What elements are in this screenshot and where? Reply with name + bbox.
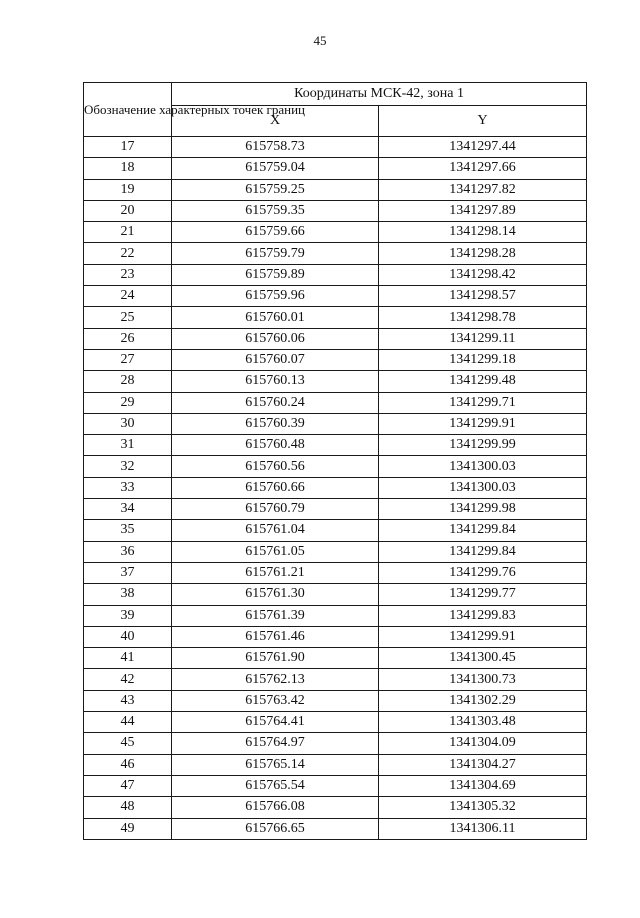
point-number-cell: 34 [84, 499, 172, 520]
y-coordinate-cell: 1341299.48 [379, 371, 587, 392]
y-coordinate-cell: 1341305.32 [379, 797, 587, 818]
table-header-row [84, 83, 587, 106]
point-number-cell: 17 [84, 137, 172, 158]
table-row [84, 392, 587, 413]
y-coordinate-cell: 1341297.89 [379, 200, 587, 221]
y-coordinate-cell: 1341299.91 [379, 413, 587, 434]
y-coordinate-cell: 1341298.78 [379, 307, 587, 328]
point-number-cell: 43 [84, 690, 172, 711]
x-coordinate-cell: 615759.66 [172, 222, 379, 243]
point-number-cell: 44 [84, 712, 172, 733]
x-coordinate-cell: 615761.90 [172, 648, 379, 669]
point-number-cell: 28 [84, 371, 172, 392]
point-number-cell: 23 [84, 264, 172, 285]
table-row [84, 307, 587, 328]
table-row [84, 371, 587, 392]
point-number-cell: 45 [84, 733, 172, 754]
x-coordinate-cell: 615759.89 [172, 264, 379, 285]
y-coordinate-cell: 1341297.44 [379, 137, 587, 158]
table-row [84, 648, 587, 669]
table-row [84, 349, 587, 370]
table-row [84, 286, 587, 307]
y-coordinate-cell: 1341306.11 [379, 818, 587, 839]
y-coordinate-cell: 1341299.71 [379, 392, 587, 413]
point-number-cell: 48 [84, 797, 172, 818]
y-coordinate-cell: 1341304.69 [379, 775, 587, 796]
y-coordinate-cell: 1341297.66 [379, 158, 587, 179]
point-number-cell: 33 [84, 477, 172, 498]
coords-system-header: Координаты МСК-42, зона 1 [172, 83, 587, 106]
y-coordinate-cell: 1341299.98 [379, 499, 587, 520]
table-row [84, 754, 587, 775]
y-coordinate-cell: 1341299.99 [379, 435, 587, 456]
x-coordinate-cell: 615760.07 [172, 349, 379, 370]
table-row [84, 690, 587, 711]
y-coordinate-cell: 1341298.42 [379, 264, 587, 285]
x-coordinate-cell: 615764.41 [172, 712, 379, 733]
point-number-cell: 39 [84, 605, 172, 626]
point-number-cell: 42 [84, 669, 172, 690]
x-coordinate-cell: 615760.06 [172, 328, 379, 349]
table-row [84, 499, 587, 520]
point-label-header: Обозначение характерных точек границ [84, 83, 172, 137]
x-coordinate-cell: 615758.73 [172, 137, 379, 158]
table-row [84, 243, 587, 264]
table-row [84, 328, 587, 349]
table-row [84, 477, 587, 498]
point-number-cell: 30 [84, 413, 172, 434]
table-row [84, 520, 587, 541]
x-coordinate-cell: 615761.05 [172, 541, 379, 562]
coordinates-table [83, 82, 587, 840]
table-row [84, 605, 587, 626]
x-coordinate-cell: 615760.48 [172, 435, 379, 456]
page-number: 45 [313, 33, 327, 48]
x-coordinate-cell: 615760.13 [172, 371, 379, 392]
point-number-cell: 22 [84, 243, 172, 264]
x-coordinate-cell: 615765.14 [172, 754, 379, 775]
y-column-header: Y [379, 106, 587, 137]
y-coordinate-cell: 1341304.27 [379, 754, 587, 775]
table-row [84, 669, 587, 690]
point-number-cell: 38 [84, 584, 172, 605]
y-coordinate-cell: 1341302.29 [379, 690, 587, 711]
y-coordinate-cell: 1341299.18 [379, 349, 587, 370]
table-row [84, 733, 587, 754]
point-number-cell: 20 [84, 200, 172, 221]
x-coordinate-cell: 615764.97 [172, 733, 379, 754]
x-coordinate-cell: 615760.56 [172, 456, 379, 477]
point-number-cell: 19 [84, 179, 172, 200]
coordinates-table-body [84, 83, 587, 840]
point-number-cell: 47 [84, 775, 172, 796]
x-coordinate-cell: 615760.79 [172, 499, 379, 520]
y-coordinate-cell: 1341299.11 [379, 328, 587, 349]
y-coordinate-cell: 1341299.84 [379, 520, 587, 541]
x-coordinate-cell: 615763.42 [172, 690, 379, 711]
table-row [84, 200, 587, 221]
table-row [84, 584, 587, 605]
y-coordinate-cell: 1341300.45 [379, 648, 587, 669]
table-row [84, 222, 587, 243]
y-coordinate-cell: 1341299.83 [379, 605, 587, 626]
y-coordinate-cell: 1341299.76 [379, 562, 587, 583]
point-number-cell: 27 [84, 349, 172, 370]
point-number-cell: 37 [84, 562, 172, 583]
x-coordinate-cell: 615761.30 [172, 584, 379, 605]
x-coordinate-cell: 615761.46 [172, 626, 379, 647]
point-number-cell: 46 [84, 754, 172, 775]
table-row [84, 562, 587, 583]
table-row [84, 456, 587, 477]
point-number-cell: 40 [84, 626, 172, 647]
point-number-cell: 26 [84, 328, 172, 349]
y-coordinate-cell: 1341299.84 [379, 541, 587, 562]
point-number-cell: 18 [84, 158, 172, 179]
table-row [84, 158, 587, 179]
point-number-cell: 29 [84, 392, 172, 413]
table-row [84, 818, 587, 839]
point-number-cell: 21 [84, 222, 172, 243]
x-coordinate-cell: 615761.21 [172, 562, 379, 583]
table-row [84, 413, 587, 434]
table-row [84, 264, 587, 285]
point-number-cell: 25 [84, 307, 172, 328]
x-coordinate-cell: 615760.66 [172, 477, 379, 498]
point-number-cell: 35 [84, 520, 172, 541]
point-number-cell: 36 [84, 541, 172, 562]
x-coordinate-cell: 615761.39 [172, 605, 379, 626]
x-coordinate-cell: 615766.65 [172, 818, 379, 839]
point-number-cell: 24 [84, 286, 172, 307]
table-row [84, 712, 587, 733]
y-coordinate-cell: 1341300.03 [379, 477, 587, 498]
table-row [84, 435, 587, 456]
y-coordinate-cell: 1341299.91 [379, 626, 587, 647]
point-number-cell: 49 [84, 818, 172, 839]
table-row [84, 179, 587, 200]
x-coordinate-cell: 615759.79 [172, 243, 379, 264]
point-number-cell: 32 [84, 456, 172, 477]
point-number-cell: 31 [84, 435, 172, 456]
x-coordinate-cell: 615762.13 [172, 669, 379, 690]
x-coordinate-cell: 615759.25 [172, 179, 379, 200]
table-row [84, 775, 587, 796]
y-coordinate-cell: 1341299.77 [379, 584, 587, 605]
y-coordinate-cell: 1341300.73 [379, 669, 587, 690]
x-coordinate-cell: 615760.24 [172, 392, 379, 413]
y-coordinate-cell: 1341297.82 [379, 179, 587, 200]
y-coordinate-cell: 1341298.14 [379, 222, 587, 243]
x-column-header: X [172, 106, 379, 137]
x-coordinate-cell: 615759.35 [172, 200, 379, 221]
x-coordinate-cell: 615759.96 [172, 286, 379, 307]
y-coordinate-cell: 1341300.03 [379, 456, 587, 477]
x-coordinate-cell: 615761.04 [172, 520, 379, 541]
x-coordinate-cell: 615766.08 [172, 797, 379, 818]
table-row [84, 137, 587, 158]
y-coordinate-cell: 1341303.48 [379, 712, 587, 733]
table-row [84, 797, 587, 818]
x-coordinate-cell: 615765.54 [172, 775, 379, 796]
x-coordinate-cell: 615760.39 [172, 413, 379, 434]
y-coordinate-cell: 1341298.57 [379, 286, 587, 307]
y-coordinate-cell: 1341304.09 [379, 733, 587, 754]
table-row [84, 626, 587, 647]
x-coordinate-cell: 615760.01 [172, 307, 379, 328]
x-coordinate-cell: 615759.04 [172, 158, 379, 179]
point-number-cell: 41 [84, 648, 172, 669]
y-coordinate-cell: 1341298.28 [379, 243, 587, 264]
table-row [84, 541, 587, 562]
